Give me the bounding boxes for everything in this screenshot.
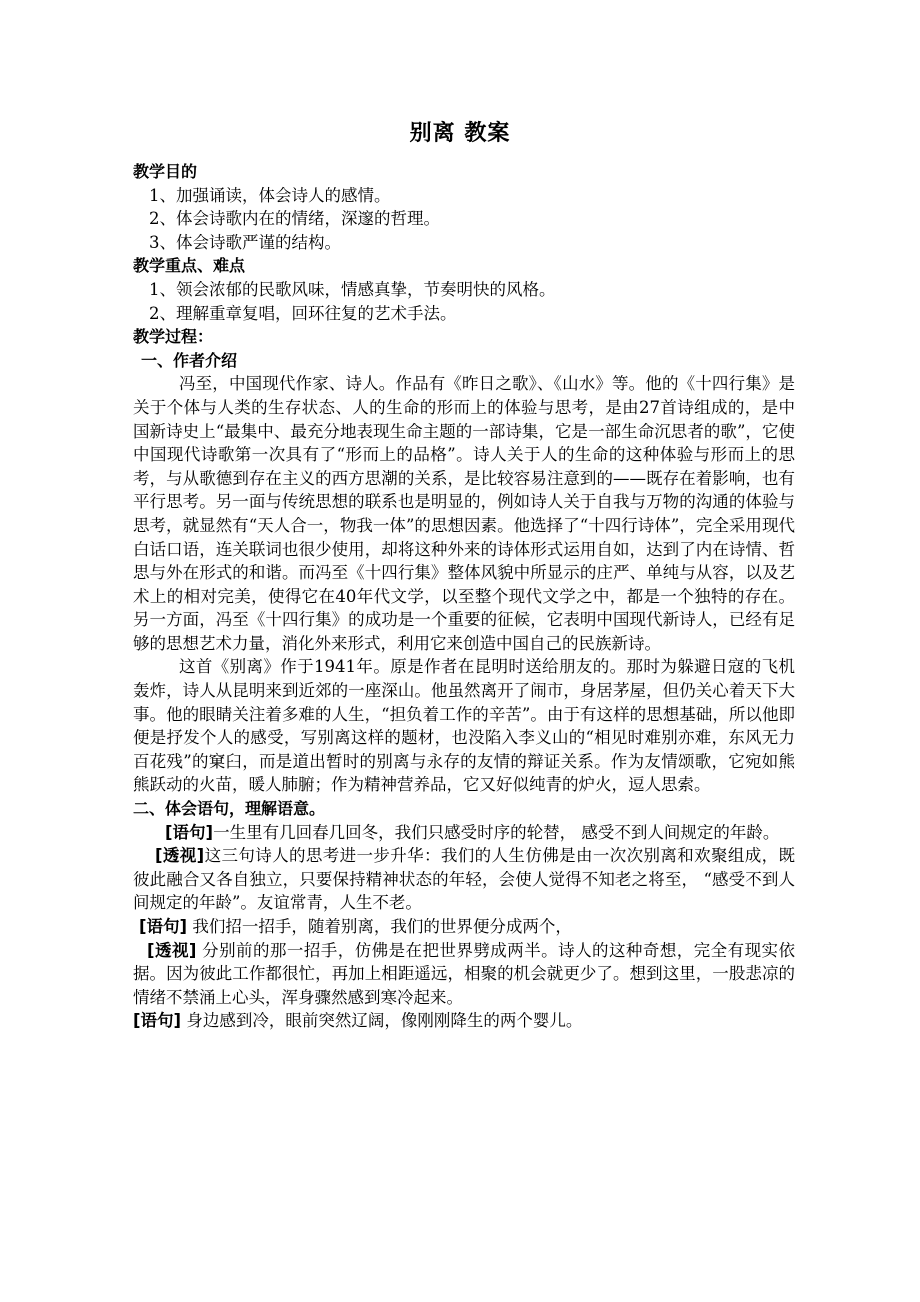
entry-text: 分别前的那一招手，仿佛是在把世界劈成两半。诗人的这种奇想，完全有现实依据。因为彼此工作都很忙，再加上相距遥远，相聚的机会就更少了。想到这里，一股悲凉的情绪不禁涌上心头，浑身骤然感到寒冷起来。 (133, 940, 795, 1007)
entry-tag: [透视] (147, 940, 197, 960)
goal-item: 1、加强诵读，体会诗人的感情。 (149, 185, 391, 205)
author-intro-paragraph: 冯至，中国现代作家、诗人。作品有《昨日之歌》、《山水》等。他的《十四行集》是关于个体与人类的生存状态、人的生命的形而上的体验与思考，是由27首诗组成的，是中国新诗史上“最集中、最充分地表现生命主题的一部诗集，它是一部生命沉思者的歌”，它使中国现代诗歌第一次具有了“形而上的品格”。诗人关于人的生命的这种体验与形而上的思考，与从歌德到存在主义的西方思潮的关系，是比较容易注意到的——既存在着影响，也有平行思考。另一面与传统思想的联系也是明显的，例如诗人关于自我与万物的沟通的体验与思考，就显然有“天人合一，物我一体”的思想因素。他选择了“十四行诗体”，完全采用现代白话口语，连关联词也很少使用，却将这种外来的诗体形式运用自如，达到了内在诗情、哲思与外在形式的和谐。而冯至《十四行集》整体风貌中所显示的庄严、单纯与从容，以及艺术上的相对完美，使得它在40年代文学，以至整个现代文学之中，都是一个独特的存在。另一方面，冯至《十四行集》的成功是一个重要的征候，它表明中国现代新诗人，已经有足够的思想艺术力量，消化外来形式，利用它来创造中国自己的民族新诗。 (133, 374, 795, 653)
goals-heading: 教学目的 (133, 162, 198, 181)
focus-item: 2、理解重章复唱，回环往复的艺术手法。 (149, 303, 457, 323)
poem-background-paragraph: 这首《别离》作于1941年。原是作者在昆明时送给朋友的。那时为躲避日寇的飞机轰炸，诗人从昆明来到近郊的一座深山。他虽然离开了闹市，身居茅屋，但仍关心着天下大事。他的眼睛关注着多难的人生，“担负着工作的辛苦”。由于有这样的思想基础，所以他即便是抒发个人的感受，写别离这样的题材，也没陷入李义山的“相见时难别亦难，东风无力百花残”的窠臼，而是道出暂时的别离与永存的友情的辩证关系。作为友情颂歌，它宛如熊熊跃动的火苗，暖人肺腑；作为精神营养品，它又好似纯青的炉火，逗人思索。 (133, 657, 795, 795)
analysis-entry (133, 844, 795, 915)
section1-heading: 一、作者介绍 (141, 350, 238, 370)
section2-heading: 二、体会语句，理解语意。 (133, 799, 326, 819)
goal-item: 2、体会诗歌内在的情绪，深邃的哲理。 (149, 209, 440, 229)
entry-text: 一生里有几回春几回冬，我们只感受时序的轮替， 感受不到人间规定的年龄。 (213, 822, 780, 842)
entry-tag: [语句] (133, 1011, 182, 1031)
entry-tag: [透视] (155, 846, 205, 866)
sentence-entry (133, 821, 795, 845)
entry-tag: [语句] (165, 822, 214, 842)
analysis-entry (133, 939, 795, 1010)
entry-text: 这三句诗人的思考进一步升华：我们的人生仿佛是由一次次别离和欢聚组成，既彼此融合又各自独立，只要保持精神状态的年轻，会使人觉得不知老之将至， “感受不到人间规定的年龄”。友谊常青，人生不老。 (133, 846, 796, 913)
focus-item: 1、领会浓郁的民歌风味，情感真挚，节奏明快的风格。 (149, 279, 556, 299)
process-heading: 教学过程： (133, 327, 214, 347)
entry-text: 身边感到冷，眼前突然辽阔，像刚刚降生的两个婴儿。 (181, 1011, 583, 1031)
focus-heading: 教学重点、难点 (133, 256, 246, 276)
document-title: 别离 教案 (409, 121, 511, 146)
goal-item: 3、体会诗歌严谨的结构。 (149, 232, 341, 252)
entry-tag: [语句] (139, 917, 188, 936)
sentence-entry (133, 915, 795, 939)
sentence-entry (133, 1009, 795, 1033)
document-body (133, 160, 795, 1033)
entry-text: 我们招一招手，随着别离，我们的世界便分成两个， (187, 917, 572, 936)
